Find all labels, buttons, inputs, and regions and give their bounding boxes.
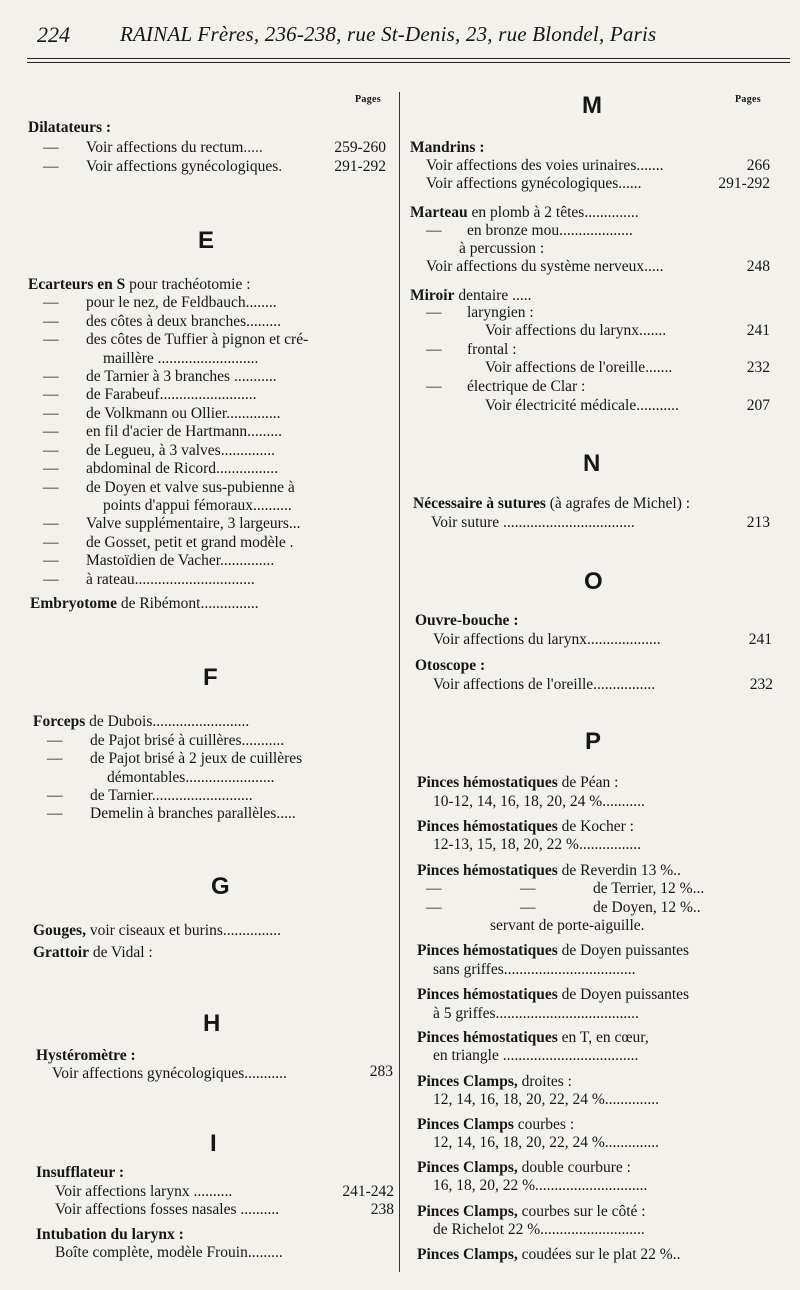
entry-heading-line: Pinces Clamps, droites : bbox=[417, 1073, 572, 1090]
page-ref: 238 bbox=[370, 1201, 394, 1218]
pages-column-label: Pages bbox=[355, 94, 381, 105]
entry-heading: Dilatateurs : bbox=[28, 119, 112, 136]
entry-line: Voir affections gynécologiques. bbox=[86, 158, 283, 175]
entry-line: électrique de Clar : bbox=[467, 378, 586, 395]
dash: — bbox=[43, 479, 59, 496]
dash: — bbox=[43, 460, 59, 477]
entry-line: de Richelot 22 %........................... bbox=[433, 1221, 645, 1238]
entry-heading-line: Ecarteurs en S pour trachéotomie : bbox=[28, 276, 251, 293]
entry-line: Voir électricité médicale........... bbox=[485, 397, 679, 414]
section-letter: E bbox=[198, 227, 215, 254]
page-ref: 266 bbox=[746, 157, 770, 174]
dash: — bbox=[43, 571, 59, 588]
entry-line: de Tarnier à 3 branches ........... bbox=[86, 368, 277, 385]
entry-line: Voir affections gynécologiques...... bbox=[426, 175, 642, 192]
page-ref: 207 bbox=[746, 397, 770, 414]
entry-line: Boîte complète, modèle Frouin......... bbox=[55, 1244, 283, 1261]
entry-heading: Ouvre-bouche : bbox=[415, 612, 519, 629]
dash: — bbox=[43, 515, 59, 532]
entry-line: Voir suture .................................. bbox=[431, 514, 635, 531]
entry-heading: Insufflateur : bbox=[36, 1164, 124, 1181]
entry-heading: Mandrins : bbox=[410, 139, 485, 156]
header-rule bbox=[27, 58, 790, 59]
dash: — bbox=[43, 552, 59, 569]
page-ref: 213 bbox=[746, 514, 770, 531]
dash: — bbox=[426, 222, 442, 239]
entry-line: Voir affections de l'oreille....... bbox=[485, 359, 673, 376]
page-ref: 291-292 bbox=[718, 175, 770, 192]
entry-line: de Terrier, 12 %... bbox=[593, 880, 705, 897]
entry-line: Voir affections du rectum..... bbox=[86, 139, 263, 156]
page-ref: 283 bbox=[369, 1063, 393, 1080]
section-letter: M bbox=[582, 92, 602, 119]
dash: — bbox=[47, 732, 63, 749]
entry-line: Voir affections des voies urinaires....... bbox=[426, 157, 664, 174]
section-letter: G bbox=[211, 873, 230, 900]
entry-heading-line: Grattoir de Vidal : bbox=[33, 944, 153, 961]
pages-column-label: Pages bbox=[735, 94, 761, 105]
entry-line: 10-12, 14, 16, 18, 20, 24 %........... bbox=[433, 793, 645, 810]
entry-heading-line: Pinces Clamps courbes : bbox=[417, 1116, 575, 1133]
entry-heading-line: Miroir dentaire ..... bbox=[410, 287, 532, 304]
entry-heading: Hystéromètre : bbox=[36, 1047, 136, 1064]
dash: — bbox=[43, 158, 59, 175]
entry-heading-line: Marteau en plomb à 2 têtes.............. bbox=[410, 204, 639, 221]
entry-line: en bronze mou................... bbox=[467, 222, 633, 239]
entry-heading-line: Pinces hémostatiques en T, en cœur, bbox=[417, 1029, 649, 1046]
entry-heading-line: Pinces hémostatiques de Péan : bbox=[417, 774, 619, 791]
dash: — bbox=[47, 805, 63, 822]
entry-heading-line: Gouges, voir ciseaux et burins............... bbox=[33, 922, 281, 939]
dash: — bbox=[43, 534, 59, 551]
entry-line: Voir affections gynécologiques........... bbox=[52, 1065, 287, 1082]
entry-heading: Intubation du larynx : bbox=[36, 1226, 184, 1243]
entry-line: Voir affections larynx .......... bbox=[55, 1183, 233, 1200]
dash: — bbox=[43, 331, 59, 348]
page-ref: 232 bbox=[746, 359, 770, 376]
dash: — bbox=[43, 139, 59, 156]
dash: — bbox=[43, 423, 59, 440]
entry-line: points d'appui fémoraux.......... bbox=[103, 497, 292, 514]
dash: — bbox=[43, 313, 59, 330]
page-ref: 291-292 bbox=[334, 158, 386, 175]
dash: — bbox=[43, 442, 59, 459]
entry-line: Valve supplémentaire, 3 largeurs... bbox=[86, 515, 301, 532]
entry-line: en triangle ................................... bbox=[433, 1047, 639, 1064]
entry-line: Voir affections du larynx....... bbox=[485, 322, 667, 339]
entry-line: Voir affections fosses nasales .......... bbox=[55, 1201, 280, 1218]
entry-line: frontal : bbox=[467, 341, 517, 358]
entry-line: 12, 14, 16, 18, 20, 22, 24 %.............. bbox=[433, 1134, 660, 1151]
entry-line: des côtes à deux branches......... bbox=[86, 313, 281, 330]
entry-line: de Doyen et valve sus-pubienne à bbox=[86, 479, 295, 496]
entry-line: Demelin à branches parallèles..... bbox=[90, 805, 296, 822]
dash: — bbox=[426, 899, 442, 916]
entry-heading-line: Pinces hémostatiques de Doyen puissantes bbox=[417, 986, 690, 1003]
entry-heading-line: Pinces hémostatiques de Kocher : bbox=[417, 818, 634, 835]
entry-line: Voir affections du système nerveux..... bbox=[426, 258, 664, 275]
page-header-title: RAINAL Frères, 236-238, rue St-Denis, 23, rue Blondel, Paris bbox=[120, 22, 657, 46]
dash: — bbox=[426, 304, 442, 321]
page-ref: 241-242 bbox=[342, 1183, 394, 1200]
entry-line: Voir affections de l'oreille................ bbox=[433, 676, 656, 693]
dash: — bbox=[43, 294, 59, 311]
entry-heading-line: Pinces Clamps, double courbure : bbox=[417, 1159, 631, 1176]
section-letter: I bbox=[210, 1130, 217, 1157]
dash: — bbox=[426, 341, 442, 358]
section-letter: P bbox=[585, 728, 602, 755]
entry-line: Mastoïdien de Vacher.............. bbox=[86, 552, 275, 569]
entry-line: de Tarnier.......................... bbox=[90, 787, 253, 804]
entry-line: de Gosset, petit et grand modèle . bbox=[86, 534, 294, 551]
entry-line: maillère .......................... bbox=[103, 350, 259, 367]
entry-line: à 5 griffes..................................... bbox=[433, 1005, 639, 1022]
dash: — bbox=[47, 787, 63, 804]
entry-heading-line: Embryotome de Ribémont............... bbox=[30, 595, 259, 612]
entry-line: 16, 18, 20, 22 %............................. bbox=[433, 1177, 648, 1194]
page-ref: 241 bbox=[746, 322, 770, 339]
entry-line: de Legueu, à 3 valves.............. bbox=[86, 442, 275, 459]
entry-line: pour le nez, de Feldbauch........ bbox=[86, 294, 277, 311]
dash: — bbox=[47, 750, 63, 767]
entry-line: abdominal de Ricord................ bbox=[86, 460, 278, 477]
dash: — bbox=[43, 368, 59, 385]
page-ref: 232 bbox=[749, 676, 773, 693]
entry-line: des côtes de Tuffier à pignon et cré- bbox=[86, 331, 309, 348]
entry-line: de Doyen, 12 %.. bbox=[593, 899, 701, 916]
dash: — bbox=[426, 880, 442, 897]
entry-heading-line: Pinces Clamps, coudées sur le plat 22 %.. bbox=[417, 1246, 681, 1263]
page-number: 224 bbox=[37, 22, 70, 47]
entry-line: à percussion : bbox=[459, 240, 545, 257]
page-header bbox=[0, 0, 800, 60]
entry-line: démontables....................... bbox=[107, 769, 275, 786]
entry-line: en fil d'acier de Hartmann......... bbox=[86, 423, 283, 440]
entry-line: à rateau............................... bbox=[86, 571, 255, 588]
dash: — bbox=[426, 378, 442, 395]
header-rule bbox=[27, 62, 790, 63]
entry-line: de Volkmann ou Ollier.............. bbox=[86, 405, 281, 422]
page-ref: 241 bbox=[748, 631, 772, 648]
section-letter: F bbox=[203, 664, 218, 691]
dash: — bbox=[520, 899, 536, 916]
column-divider bbox=[399, 92, 400, 1272]
entry-line: servant de porte-aiguille. bbox=[490, 917, 645, 934]
entry-line: Voir affections du larynx................... bbox=[433, 631, 661, 648]
entry-heading-line: Forceps de Dubois......................... bbox=[33, 713, 250, 730]
section-letter: N bbox=[583, 450, 601, 477]
entry-line: 12-13, 15, 18, 20, 22 %................ bbox=[433, 836, 641, 853]
entry-line: de Farabeuf......................... bbox=[86, 386, 257, 403]
dash: — bbox=[43, 386, 59, 403]
page-ref: 248 bbox=[746, 258, 770, 275]
entry-line: de Pajot brisé à cuillères........... bbox=[90, 732, 285, 749]
entry-heading-line: Pinces hémostatiques de Reverdin 13 %.. bbox=[417, 862, 681, 879]
entry-line: 12, 14, 16, 18, 20, 22, 24 %.............. bbox=[433, 1091, 660, 1108]
dash: — bbox=[520, 880, 536, 897]
entry-line: laryngien : bbox=[467, 304, 534, 321]
dash: — bbox=[43, 405, 59, 422]
section-letter: O bbox=[584, 568, 603, 595]
entry-heading-line: Pinces Clamps, courbes sur le côté : bbox=[417, 1203, 646, 1220]
entry-heading: Otoscope : bbox=[415, 657, 486, 674]
page-ref: 259-260 bbox=[334, 139, 386, 156]
entry-line: sans griffes.................................. bbox=[433, 961, 636, 978]
entry-heading-line: Pinces hémostatiques de Doyen puissantes bbox=[417, 942, 690, 959]
entry-line: de Pajot brisé à 2 jeux de cuillères bbox=[90, 750, 303, 767]
entry-heading-line: Nécessaire à sutures (à agrafes de Michel) : bbox=[413, 495, 691, 512]
section-letter: H bbox=[203, 1010, 221, 1037]
